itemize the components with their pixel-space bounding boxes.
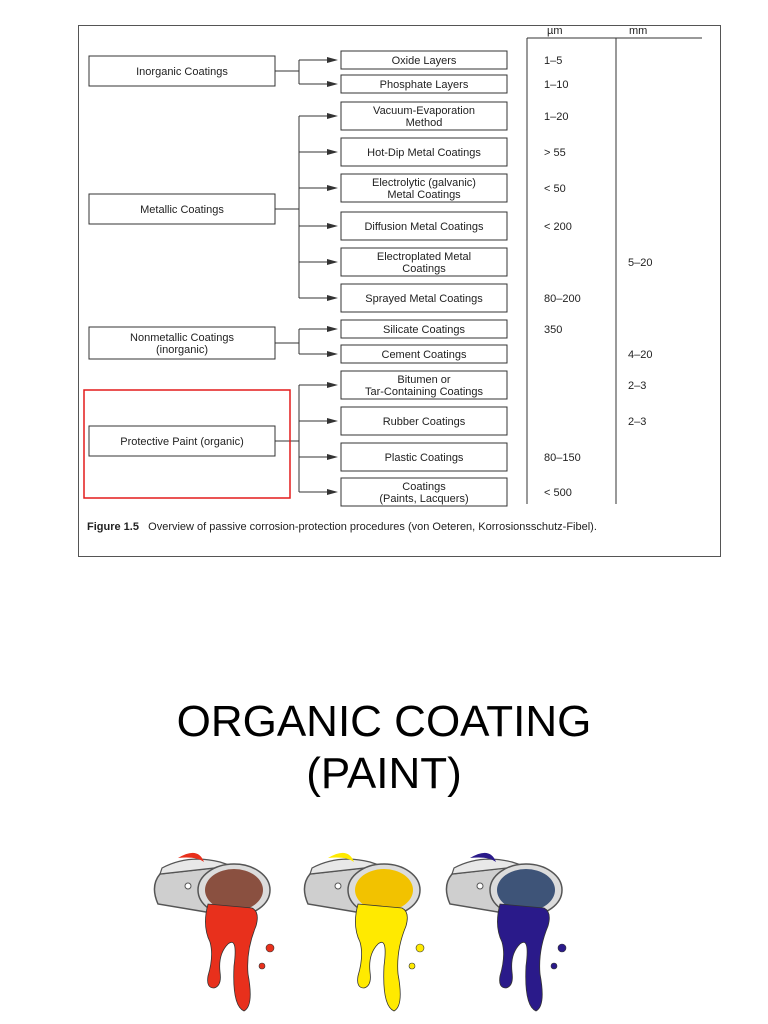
thickness-um-value: 80–200 bbox=[544, 293, 581, 305]
arrow-head bbox=[327, 259, 338, 265]
thickness-um-value: < 50 bbox=[544, 183, 566, 195]
paint-droplet bbox=[259, 963, 265, 969]
caption-text: Overview of passive corrosion-protection procedures (von Oeteren, Korrosionsschutz-Fibel). bbox=[148, 521, 597, 533]
thickness-um-value: 80–150 bbox=[544, 452, 581, 464]
caption-label: Figure 1.5 bbox=[87, 521, 139, 533]
thickness-mm-value: 4–20 bbox=[628, 349, 653, 361]
arrow-head bbox=[327, 57, 338, 63]
procedure-label: Electrolytic (galvanic) Metal Coatings bbox=[372, 177, 476, 201]
paint-droplet bbox=[266, 944, 274, 952]
thickness-um-value: 1–5 bbox=[544, 55, 563, 67]
arrow-head bbox=[327, 489, 338, 495]
paint-drip bbox=[205, 904, 257, 1011]
procedure-label: Cement Coatings bbox=[381, 349, 467, 361]
arrow-head bbox=[327, 223, 338, 229]
procedure-label: Sprayed Metal Coatings bbox=[365, 293, 483, 305]
paint-droplet bbox=[409, 963, 415, 969]
thickness-mm-value: 5–20 bbox=[628, 257, 653, 269]
arrow-head bbox=[327, 454, 338, 460]
procedure-label: Plastic Coatings bbox=[384, 452, 464, 464]
thickness-um-value: 350 bbox=[544, 324, 563, 336]
arrow-head bbox=[327, 295, 338, 301]
paint-drip bbox=[355, 904, 407, 1011]
column-header-um: µm bbox=[547, 26, 563, 37]
category-label: Inorganic Coatings bbox=[136, 66, 228, 78]
yellow-paint-can bbox=[304, 853, 424, 1011]
paint-droplet bbox=[551, 963, 557, 969]
arrow-head bbox=[327, 418, 338, 424]
can-handle-rivet bbox=[185, 883, 191, 889]
procedure-label: Vacuum-Evaporation Method bbox=[373, 105, 475, 129]
arrow-head bbox=[327, 326, 338, 332]
arrow-head bbox=[327, 351, 338, 357]
paint-droplet bbox=[416, 944, 424, 952]
category-label: Nonmetallic Coatings (inorganic) bbox=[130, 332, 234, 356]
thickness-um-value: 1–10 bbox=[544, 79, 569, 91]
arrow-head bbox=[327, 113, 338, 119]
coating-overview-figure bbox=[78, 25, 721, 557]
paint-drip bbox=[497, 904, 549, 1011]
can-handle-rivet bbox=[335, 883, 341, 889]
slide-title-line-2: (PAINT) bbox=[306, 749, 462, 798]
procedure-label: Oxide Layers bbox=[391, 55, 457, 67]
arrow-head bbox=[327, 149, 338, 155]
thickness-um-value: < 500 bbox=[544, 487, 572, 499]
procedure-label: Silicate Coatings bbox=[383, 324, 465, 336]
arrow-head bbox=[327, 81, 338, 87]
procedure-label: Hot-Dip Metal Coatings bbox=[367, 147, 481, 159]
procedure-label: Phosphate Layers bbox=[379, 79, 469, 91]
can-handle-rivet bbox=[477, 883, 483, 889]
paint-cans-illustration bbox=[148, 846, 588, 1021]
red-paint-can bbox=[154, 853, 274, 1011]
thickness-um-value: > 55 bbox=[544, 147, 566, 159]
column-header-mm: mm bbox=[629, 26, 648, 37]
figure-caption bbox=[87, 520, 712, 535]
procedure-label: Electroplated Metal Coatings bbox=[376, 251, 472, 275]
purple-paint-can bbox=[446, 853, 566, 1011]
procedure-label: Bitumen or Tar-Containing Coatings bbox=[364, 374, 484, 398]
thickness-um-value: < 200 bbox=[544, 221, 572, 233]
slide-title-line-1: ORGANIC COATING bbox=[176, 697, 592, 746]
thickness-mm-value: 2–3 bbox=[628, 380, 647, 392]
arrow-head bbox=[327, 382, 338, 388]
coating-diagram bbox=[79, 26, 722, 516]
procedure-label: Coatings (Paints, Lacquers) bbox=[379, 481, 469, 505]
procedure-label: Diffusion Metal Coatings bbox=[364, 221, 484, 233]
category-label: Protective Paint (organic) bbox=[120, 436, 244, 448]
paint-droplet bbox=[558, 944, 566, 952]
slide-title bbox=[0, 696, 768, 800]
procedure-label: Rubber Coatings bbox=[382, 416, 466, 428]
category-label: Metallic Coatings bbox=[140, 204, 224, 216]
thickness-mm-value: 2–3 bbox=[628, 416, 647, 428]
thickness-um-value: 1–20 bbox=[544, 111, 569, 123]
arrow-head bbox=[327, 185, 338, 191]
